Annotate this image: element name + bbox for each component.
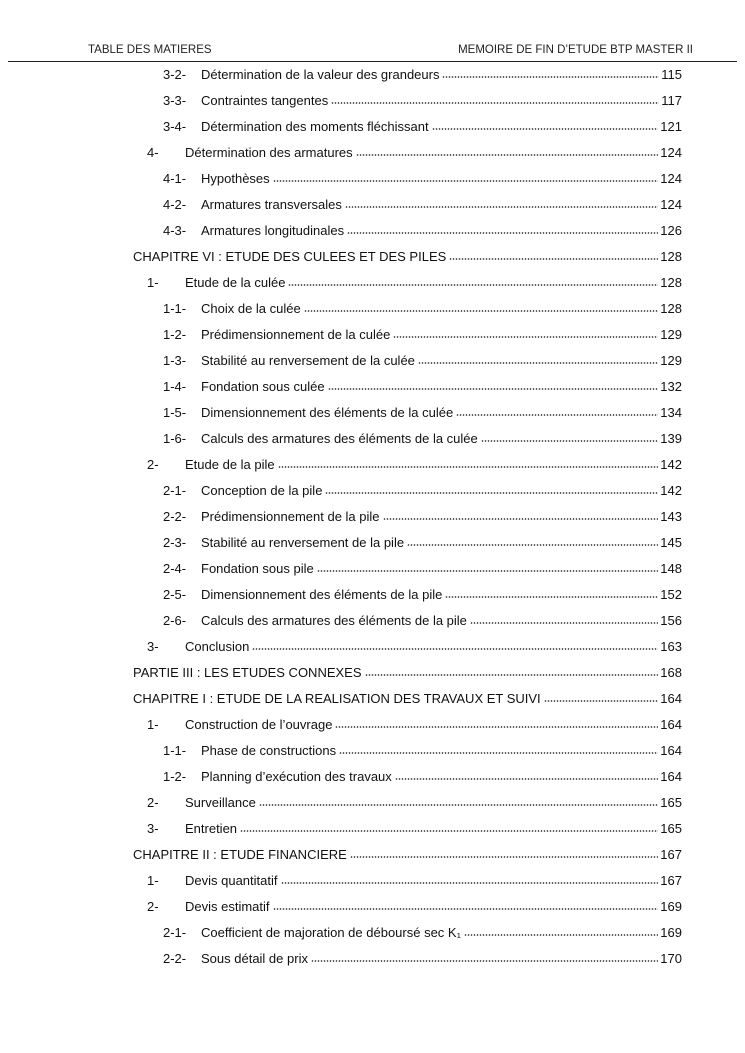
toc-entry-number: 3-4-	[163, 119, 187, 134]
toc-entry-title: Sous détail de prix	[201, 951, 308, 966]
dot-leader	[317, 570, 659, 572]
dot-leader	[335, 726, 658, 728]
toc-entry[interactable]	[133, 842, 682, 862]
toc-entry-page-number: 134	[660, 405, 682, 420]
toc-entry[interactable]	[163, 374, 682, 394]
toc-entry-number: 1-	[147, 717, 159, 732]
toc-entry-page-number: 164	[660, 691, 682, 706]
toc-entry[interactable]	[163, 946, 682, 966]
toc-entry-page-number: 148	[660, 561, 682, 576]
toc-entry-page-number: 124	[660, 197, 682, 212]
toc-entry-page-number: 142	[660, 457, 682, 472]
dot-leader	[470, 622, 658, 624]
dot-leader	[432, 128, 659, 130]
toc-entry-title: Phase de constructions	[201, 743, 337, 758]
toc-entry[interactable]	[163, 920, 682, 940]
dot-leader	[331, 102, 659, 104]
toc-entry[interactable]	[163, 62, 682, 82]
dot-leader	[328, 388, 659, 390]
toc-entry-title: Détermination de la valeur des grandeurs	[201, 67, 440, 82]
toc-entry-number: 2-1-	[163, 925, 187, 940]
toc-entry-page-number: 129	[660, 327, 682, 342]
dot-leader	[304, 310, 659, 312]
toc-entry-title: Fondation sous pile	[201, 561, 314, 576]
toc-entry-number: 2-4-	[163, 561, 187, 576]
toc-entry-title: Prédimensionnement de la culée	[201, 327, 391, 342]
dot-leader	[325, 492, 658, 494]
dot-leader	[273, 180, 659, 182]
dot-leader	[449, 258, 658, 260]
dot-leader	[407, 544, 658, 546]
toc-entry-title: Conclusion	[185, 639, 250, 654]
dot-leader	[252, 648, 658, 650]
dot-leader	[278, 466, 659, 468]
toc-entry[interactable]	[163, 738, 682, 758]
toc-entry[interactable]	[133, 686, 682, 706]
toc-entry-page-number: 167	[660, 873, 682, 888]
dot-leader	[339, 752, 658, 754]
toc-entry-page-number: 145	[660, 535, 682, 550]
toc-entry[interactable]	[147, 270, 682, 290]
toc-entry[interactable]	[163, 764, 682, 784]
toc-entry-page-number: 132	[660, 379, 682, 394]
toc-entry-page-number: 124	[660, 171, 682, 186]
dot-leader	[481, 440, 659, 442]
toc-entry-page-number: 165	[660, 821, 682, 836]
toc-entry-number: 4-1-	[163, 171, 187, 186]
header-right-title: MEMOIRE DE FIN D’ETUDE BTP MASTER II	[458, 44, 693, 56]
toc-entry-page-number: 128	[660, 249, 682, 264]
toc-entry[interactable]	[147, 894, 682, 914]
toc-entry-number: 3-	[147, 639, 159, 654]
toc-entry-page-number: 164	[660, 743, 682, 758]
toc-entry-title: Contraintes tangentes	[201, 93, 329, 108]
toc-entry-number: 1-2-	[163, 327, 187, 342]
toc-entry-page-number: 126	[660, 223, 682, 238]
dot-leader	[418, 362, 658, 364]
dot-leader	[345, 206, 658, 208]
toc-entry-title: Hypothèses	[201, 171, 270, 186]
dot-leader	[365, 674, 659, 676]
toc-entry-title: Armatures transversales	[201, 197, 342, 212]
toc-entry-number: 2-5-	[163, 587, 187, 602]
toc-entry-number: 2-	[147, 795, 159, 810]
dot-leader	[350, 856, 658, 858]
toc-entry-title: Détermination des armatures	[185, 145, 353, 160]
toc-entry-number: 4-3-	[163, 223, 187, 238]
toc-entry-page-number: 117	[661, 93, 682, 108]
toc-entry[interactable]	[133, 244, 682, 264]
toc-entry-page-number: 164	[660, 769, 682, 784]
dot-leader	[356, 154, 659, 156]
toc-entry-number: 3-2-	[163, 67, 187, 82]
header-left-title: TABLE DES MATIERES	[88, 44, 212, 56]
dot-leader	[464, 934, 658, 936]
toc-entry[interactable]	[163, 582, 682, 602]
toc-entry-title: Dimensionnement des éléments de la pile	[201, 587, 443, 602]
toc-entry-title: Construction de l’ouvrage	[185, 717, 333, 732]
toc-entry-page-number: 143	[660, 509, 682, 524]
toc-entry-page-number: 142	[660, 483, 682, 498]
toc-entry[interactable]	[163, 400, 682, 420]
toc-entry-title: Coefficient de majoration de déboursé sec K₁	[201, 925, 461, 940]
toc-entry-title: Devis quantitatif	[185, 873, 278, 888]
toc-entry[interactable]	[163, 114, 682, 134]
toc-entry-number: 1-1-	[163, 301, 187, 316]
toc-entry-page-number: 128	[660, 275, 682, 290]
toc-entry-title: CHAPITRE I : ETUDE DE LA REALISATION DES TRAVAUX ET SUIVI	[133, 691, 541, 706]
toc-entry-number: 1-	[147, 275, 159, 290]
toc-entry-number: 4-2-	[163, 197, 187, 212]
toc-entry-title: Etude de la culée	[185, 275, 286, 290]
toc-entry-page-number: 139	[660, 431, 682, 446]
toc-entry-number: 2-6-	[163, 613, 187, 628]
page-header	[88, 44, 693, 56]
toc-entry-page-number: 121	[660, 119, 682, 134]
toc-entry-page-number: 115	[661, 67, 682, 82]
toc-entry[interactable]	[163, 478, 682, 498]
toc-entry-number: 1-6-	[163, 431, 187, 446]
toc-entry-title: Planning d’exécution des travaux	[201, 769, 392, 784]
toc-entry-page-number: 129	[660, 353, 682, 368]
dot-leader	[456, 414, 658, 416]
toc-entry-number: 2-2-	[163, 951, 187, 966]
toc-entry-title: Détermination des moments fléchissant	[201, 119, 429, 134]
toc-entry-title: Stabilité au renversement de la pile	[201, 535, 405, 550]
toc-entry-number: 1-4-	[163, 379, 187, 394]
toc-entry[interactable]	[133, 660, 682, 680]
toc-entry[interactable]	[147, 140, 682, 160]
toc-entry-number: 3-	[147, 821, 159, 836]
toc-entry-page-number: 163	[660, 639, 682, 654]
toc-entry-title: Stabilité au renversement de la culée	[201, 353, 415, 368]
toc-entry-title: Dimensionnement des éléments de la culée	[201, 405, 454, 420]
toc-entry-number: 1-2-	[163, 769, 187, 784]
toc-entry-number: 2-	[147, 899, 159, 914]
toc-entry-title: Fondation sous culée	[201, 379, 325, 394]
toc-entry[interactable]	[163, 218, 682, 238]
dot-leader	[288, 284, 658, 286]
toc-entry-title: Surveillance	[185, 795, 256, 810]
toc-entry[interactable]	[147, 452, 682, 472]
toc-entry[interactable]	[163, 426, 682, 446]
toc-entry-page-number: 170	[660, 951, 682, 966]
toc-entry-title: CHAPITRE II : ETUDE FINANCIERE	[133, 847, 347, 862]
toc-entry[interactable]	[163, 348, 682, 368]
toc-entry[interactable]	[163, 322, 682, 342]
toc-entry-title: PARTIE III : LES ETUDES CONNEXES	[133, 665, 362, 680]
toc-entry-page-number: 156	[660, 613, 682, 628]
toc-entry-title: Devis estimatif	[185, 899, 270, 914]
toc-entry-number: 2-	[147, 457, 159, 472]
toc-entry[interactable]	[163, 556, 682, 576]
toc-entry-page-number: 164	[660, 717, 682, 732]
toc-entry-title: Prédimensionnement de la pile	[201, 509, 380, 524]
toc-entry-number: 4-	[147, 145, 159, 160]
toc-entry[interactable]	[147, 816, 682, 836]
toc-entry[interactable]	[147, 868, 682, 888]
toc-entry-page-number: 169	[660, 899, 682, 914]
dot-leader	[259, 804, 658, 806]
toc-entry[interactable]	[163, 88, 682, 108]
toc-entry-page-number: 128	[660, 301, 682, 316]
toc-entry-title: Armatures longitudinales	[201, 223, 345, 238]
toc-entry-title: Choix de la culée	[201, 301, 301, 316]
toc-entry-number: 1-3-	[163, 353, 187, 368]
toc-entry[interactable]	[147, 712, 682, 732]
toc-entry[interactable]	[163, 296, 682, 316]
toc-entry-page-number: 152	[660, 587, 682, 602]
toc-entry-page-number: 169	[660, 925, 682, 940]
toc-entry-page-number: 165	[660, 795, 682, 810]
toc-entry-number: 2-2-	[163, 509, 187, 524]
toc-entry-title: CHAPITRE VI : ETUDE DES CULEES ET DES PILES	[133, 249, 447, 264]
toc-entry-number: 2-1-	[163, 483, 187, 498]
toc-entry-number: 2-3-	[163, 535, 187, 550]
toc-entry-title: Entretien	[185, 821, 238, 836]
toc-entry-page-number: 167	[660, 847, 682, 862]
toc-entry[interactable]	[147, 634, 682, 654]
dot-leader	[281, 882, 659, 884]
dot-leader	[273, 908, 659, 910]
toc-entry-number: 1-5-	[163, 405, 187, 420]
toc-entry-number: 3-3-	[163, 93, 187, 108]
toc-entry-title: Calculs des armatures des éléments de la culée	[201, 431, 478, 446]
dot-leader	[442, 76, 659, 78]
toc-entry-title: Etude de la pile	[185, 457, 275, 472]
toc-entry[interactable]	[163, 166, 682, 186]
toc-entry-page-number: 168	[660, 665, 682, 680]
toc-entry-number: 1-1-	[163, 743, 187, 758]
dot-leader	[445, 596, 658, 598]
toc-entry[interactable]	[163, 192, 682, 212]
dot-leader	[347, 232, 658, 234]
toc-entry[interactable]	[163, 504, 682, 524]
toc-entry[interactable]	[147, 790, 682, 810]
toc-entry-title: Conception de la pile	[201, 483, 323, 498]
toc-entry[interactable]	[163, 608, 682, 628]
toc-entry-title: Calculs des armatures des éléments de la pile	[201, 613, 467, 628]
toc-entry[interactable]	[163, 530, 682, 550]
dot-leader	[544, 700, 659, 702]
toc-entry-number: 1-	[147, 873, 159, 888]
toc-entry-page-number: 124	[660, 145, 682, 160]
dot-leader	[393, 336, 658, 338]
dot-leader	[240, 830, 658, 832]
dot-leader	[383, 518, 659, 520]
dot-leader	[395, 778, 659, 780]
dot-leader	[311, 960, 658, 962]
